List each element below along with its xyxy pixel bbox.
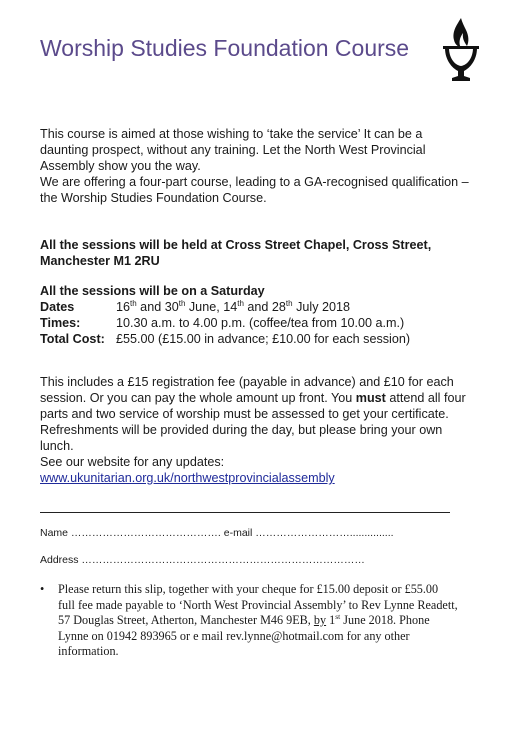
must-emphasis: must [355,391,386,405]
bullet-icon: • [40,582,45,596]
dates-value: 16th and 30th June, 14th and 28th July 2018 [116,298,351,314]
name-email-field[interactable]: Name ……………………………………. e-mail ………………………............... [40,527,394,539]
intro-text [40,126,470,206]
cost-label: Total Cost: [40,332,105,346]
page-title: Worship Studies Foundation Course [40,35,410,61]
intro-paragraph: We are offering a four-part course, leading to a GA-recognised qualification – the Worship Studies Foundation Course. [40,175,469,205]
times-label: Times: [40,316,81,330]
sessions-heading: All the sessions will be on a Saturday [40,284,265,298]
dates-label: Dates [40,300,75,314]
venue-text: All the sessions will be held at Cross Street Chapel, Cross Street, Manchester M1 2RU [40,238,432,268]
flaming-chalice-icon [441,16,481,86]
intro-paragraph: This course is aimed at those wishing to ‘take the service’ It can be a daunting prospect, without any training. Let the North West Provincial Assembly show you the way. [40,127,426,173]
website-intro: See our website for any updates: [40,455,225,469]
website-link[interactable]: www.ukunitarian.org.uk/northwestprovincialassembly [40,471,335,485]
address-field[interactable]: Address ……………………………………………………………………… [40,554,365,566]
info-text: This includes a £15 registration fee (payable in advance) and £10 for each session. Or you can pay the whole amount up front. You must attend all four parts and two service of worship must be assessed to get your certificate. Refreshments will be provided during the day, but please bring your own lunch. See our website for any updates: www.ukunitarian.org.uk/northwestprovincialassembly [40,375,466,485]
times-value: 10.30 a.m. to 4.00 p.m. (coffee/tea from 10.00 a.m.) [116,316,405,330]
divider [40,512,450,513]
cost-value: £55.00 (£15.00 in advance; £10.00 for each session) [116,332,411,346]
return-slip-note: • Please return this slip, together with your cheque for £15.00 deposit or £55.00 full fee made payable to ‘North West Provincial Assembly’ to Rev Lynne Readett, 57 Douglas Street, Atherton, Manchester M46 9EB, by 1st June 2018. Phone Lynne on 01942 893965 or e mail rev.lynne@hotmail.com for any other information. [40,582,458,658]
